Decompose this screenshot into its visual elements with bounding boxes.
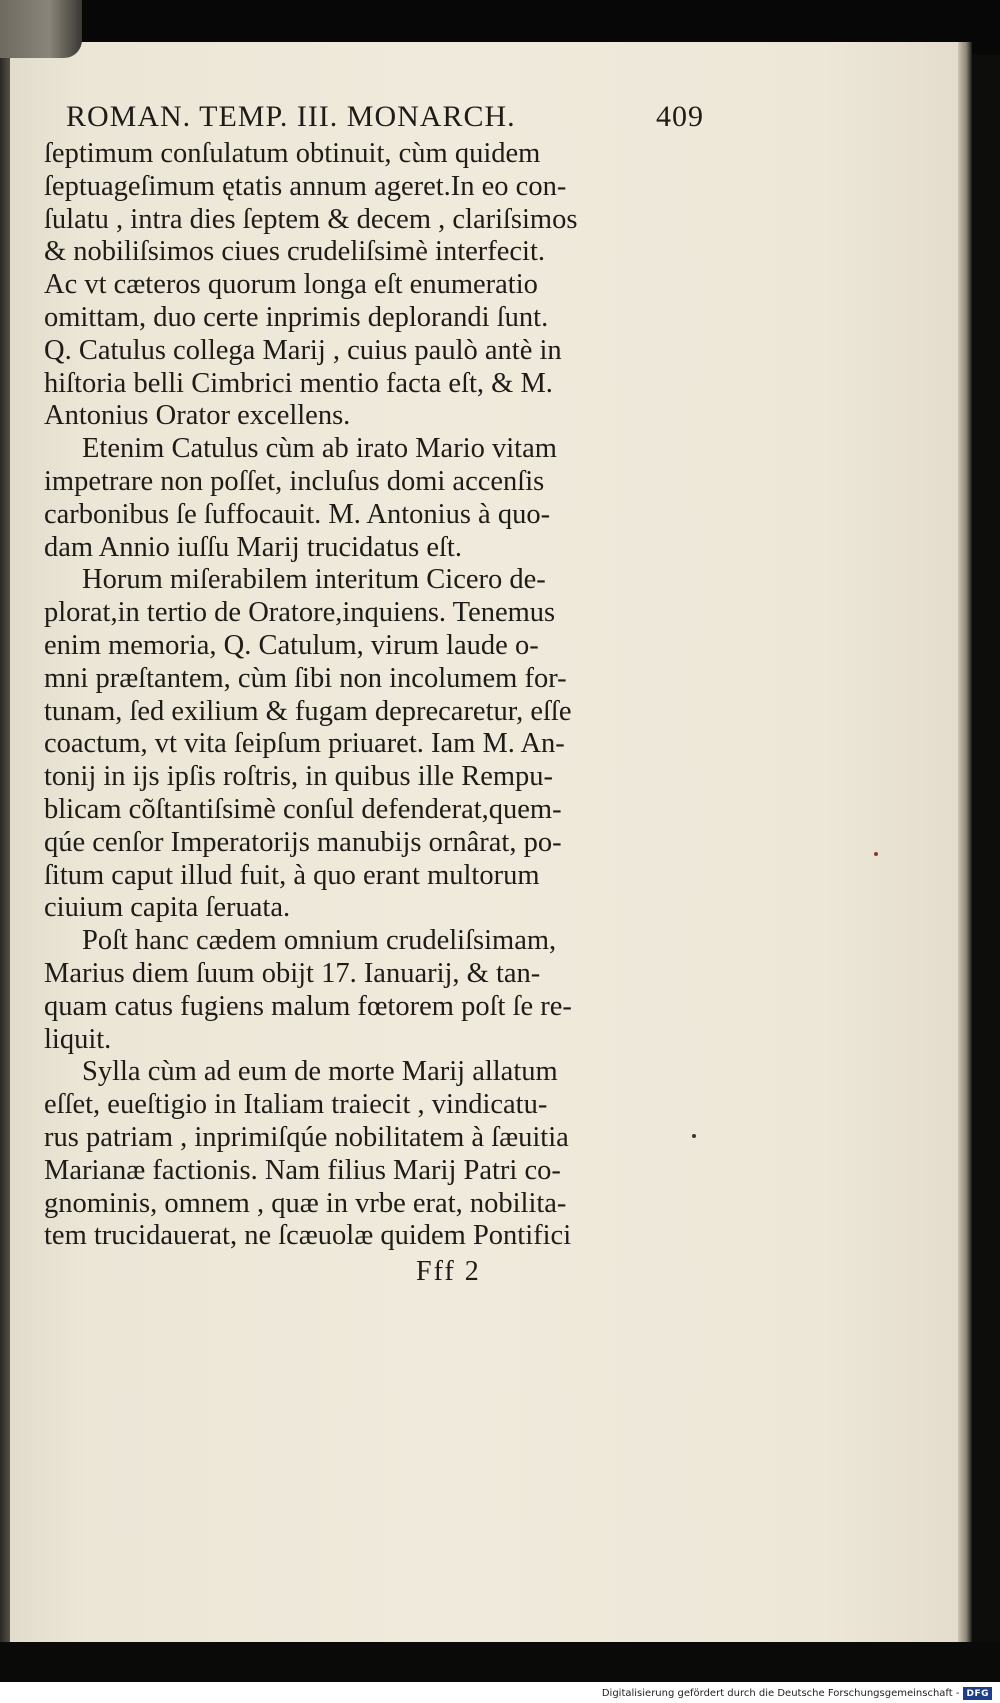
text-line: tem trucidauerat, ne ſcæuolæ quidem Pontifici — [44, 1220, 572, 1252]
text-line: plorat,in tertio de Oratore,inquiens. Tenemus — [44, 597, 556, 629]
scan-bottom-margin — [0, 1642, 1000, 1682]
text-line: hiſtoria belli Cimbrici mentio facta eſt, & M. — [44, 367, 553, 399]
ink-speck — [692, 1134, 696, 1138]
text-line: mni præſtantem, cùm ſibi non incolumem for- — [44, 662, 567, 694]
text-line: omittam, duo certe inprimis deplorandi ſunt. — [44, 301, 549, 333]
text-line: dam Annio iuſſu Marij trucidatus eſt. — [44, 531, 462, 563]
text-line: ſeptuageſimum ętatis annum ageret.In eo con- — [44, 170, 567, 202]
paragraph-5 — [44, 1056, 704, 1253]
funding-credit-text: Digitalisierung gefördert durch die Deutsche Forschungsgemeinschaft - — [601, 1688, 960, 1699]
text-line: impetrare non poſſet, incluſus domi accenſis — [44, 465, 545, 497]
text-line: quam catus fugiens malum fœtorem poſt ſe re- — [44, 990, 572, 1022]
ink-speck — [874, 852, 878, 856]
text-line: Sylla cùm ad eum de morte Marij allatum — [82, 1056, 558, 1088]
text-line: Marianæ factionis. Nam filius Marij Patri co- — [44, 1154, 561, 1186]
scan-corner-tab — [0, 0, 82, 58]
text-line: coactum, vt vita ſeipſum priuaret. Iam M. An- — [44, 728, 565, 760]
paragraph-2 — [44, 433, 704, 564]
text-line: Ac vt cæteros quorum longa eſt enumeratio — [44, 269, 538, 301]
funding-credit — [596, 1684, 994, 1703]
text-line: Antonius Orator excellens. — [44, 400, 351, 432]
text-line: ſeptimum conſulatum obtinuit, cùm quidem — [44, 138, 541, 169]
running-title: ROMAN. TEMP. III. MONARCH. — [66, 100, 516, 133]
text-line: liquit. — [44, 1023, 112, 1055]
text-line: carbonibus ſe ſuffocauit. M. Antonius à quo- — [44, 498, 551, 530]
text-line: tonij in ijs ipſis roſtris, in quibus ille Rempu- — [44, 761, 554, 793]
text-line: blicam cõſtantiſsimè conſul defenderat,quem- — [44, 793, 562, 825]
text-line: ſitum caput illud fuit, à quo erant multorum — [44, 859, 540, 891]
text-line: ciuium capita ſeruata. — [44, 892, 291, 924]
running-head — [66, 98, 704, 136]
dfg-logo-icon: DFG — [963, 1687, 992, 1700]
page-right-edge — [958, 42, 972, 1642]
text-line: & nobiliſsimos ciues crudeliſsimè interfecit. — [44, 236, 546, 268]
text-line: rus patriam , inprimiſqúe nobilitatem à ſæuitia — [44, 1121, 569, 1153]
text-line: tunam, ſed exilium & fugam deprecaretur, eſſe — [44, 695, 572, 727]
text-line: Marius diem ſuum obijt 17. Ianuarij, & tan- — [44, 957, 541, 989]
paragraph-4 — [44, 925, 704, 1056]
text-line: Q. Catulus collega Marij , cuius paulò antè in — [44, 334, 562, 366]
text-line: qúe cenſor Imperatorijs manubijs ornârat, po- — [44, 826, 562, 858]
text-line: gnominis, omnem , quæ in vrbe erat, nobilita- — [44, 1187, 567, 1219]
text-line: eſſet, eueſtigio in Italiam traiecit , vindicatu- — [44, 1089, 548, 1121]
text-line: Poſt hanc cædem omnium crudeliſsimam, — [82, 925, 557, 957]
text-line: Etenim Catulus cùm ab irato Mario vitam — [82, 433, 557, 465]
paragraph-3 — [44, 564, 704, 925]
text-line: enim memoria, Q. Catulum, virum laude o- — [44, 629, 539, 661]
text-line: Horum miſerabilem interitum Cicero de- — [82, 564, 546, 596]
paragraph-1 — [44, 138, 704, 433]
page-number: 409 — [656, 100, 704, 133]
text-line: ſulatu , intra dies ſeptem & decem , clariſsimos — [44, 203, 578, 235]
signature-mark: Fff 2 — [416, 1256, 481, 1288]
page-text-block — [44, 98, 704, 1289]
